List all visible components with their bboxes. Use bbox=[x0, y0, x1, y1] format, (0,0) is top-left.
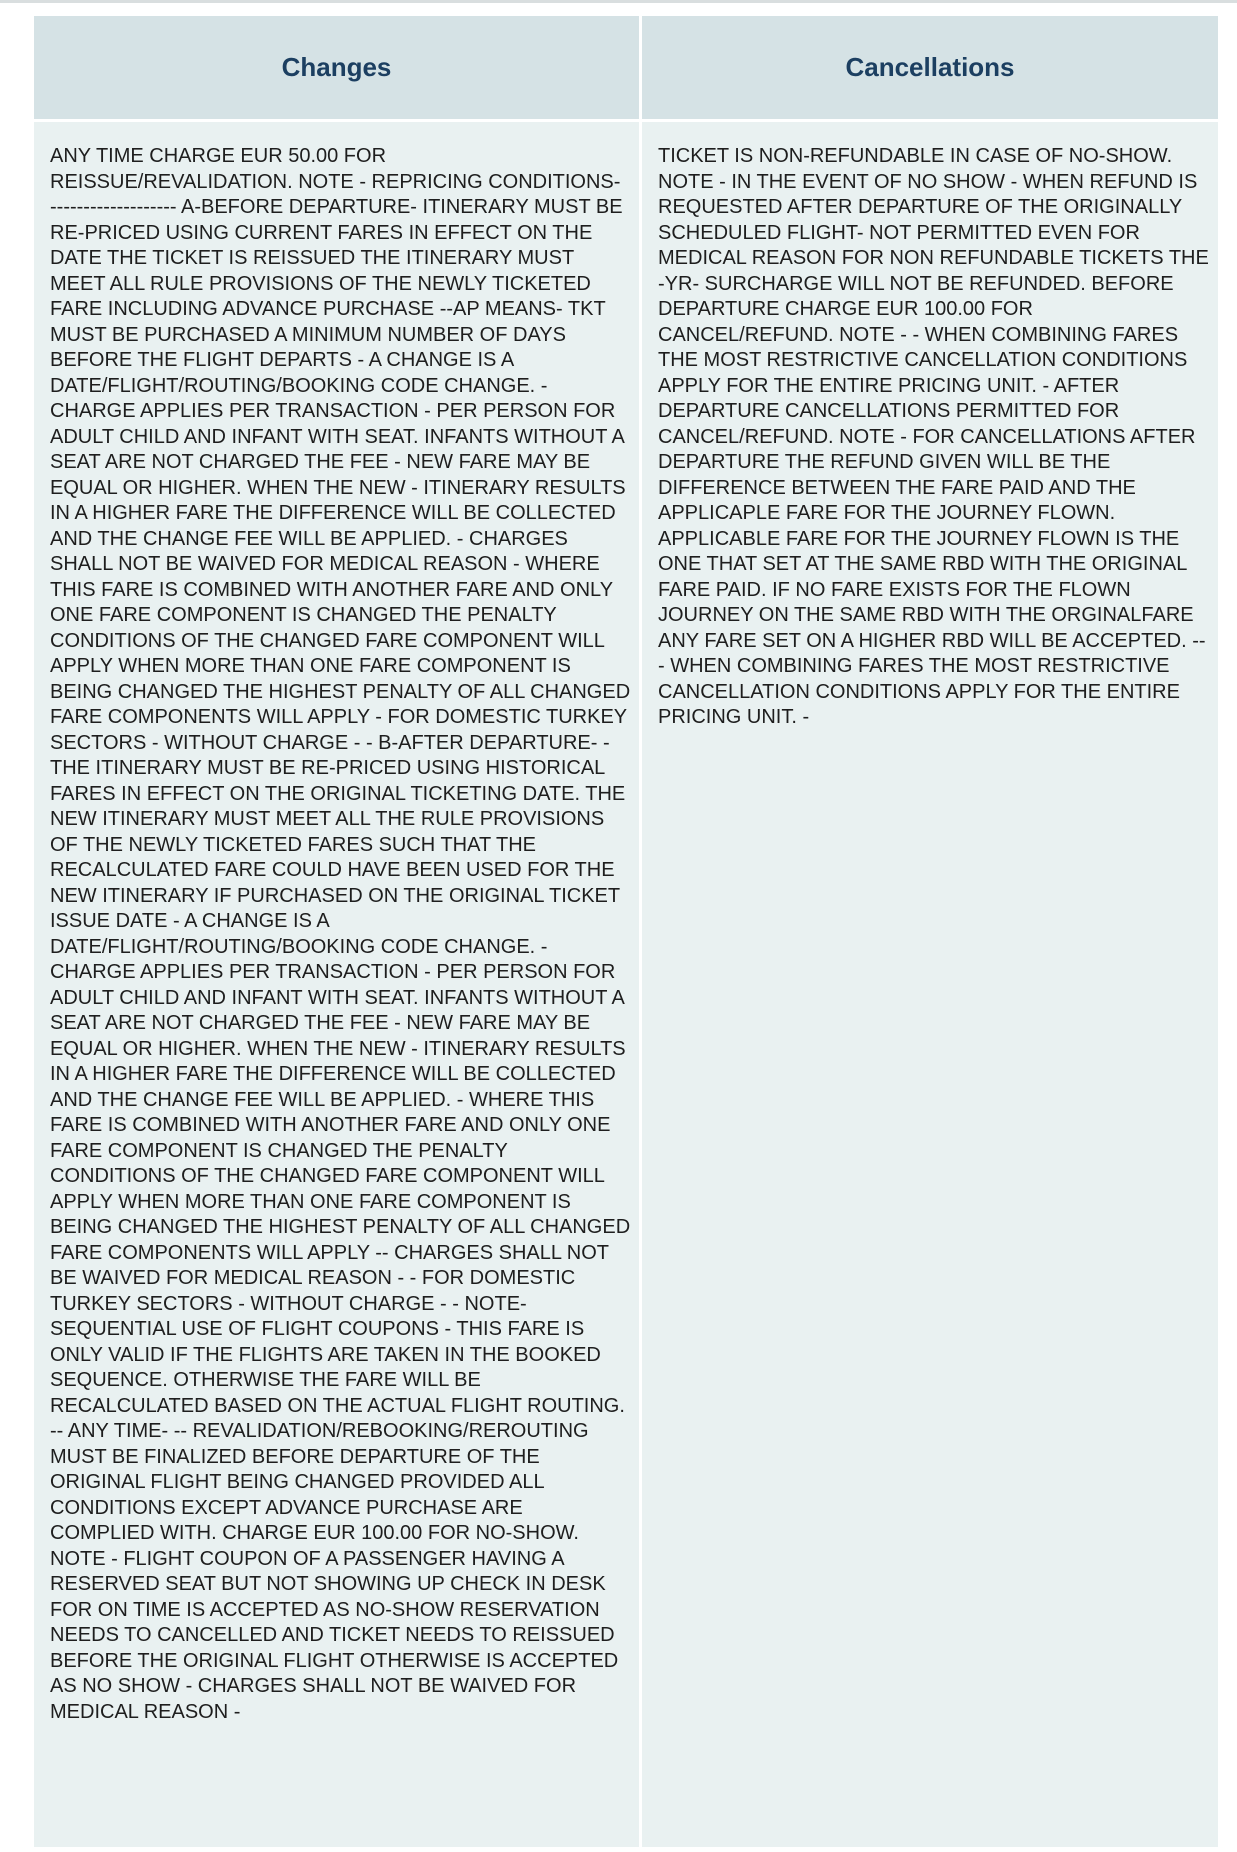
top-divider bbox=[0, 0, 1237, 3]
changes-rules-cell bbox=[34, 122, 639, 1847]
column-header-changes bbox=[34, 16, 639, 119]
column-header-changes-label: Changes bbox=[281, 52, 392, 82]
cancellations-rules-cell bbox=[642, 122, 1218, 1847]
column-header-cancellations-label: Cancellations bbox=[845, 52, 1015, 82]
cancellations-rules-text: TICKET IS NON-REFUNDABLE IN CASE OF NO-SHOW. NOTE - IN THE EVENT OF NO SHOW - WHEN REFUND IS REQUESTED AFTER DEPARTURE OF THE ORIGINALLY SCHEDULED FLIGHT- NOT PERMITTED EVEN FOR MEDICAL REASON FOR NON REFUNDABLE TICKETS THE -YR- SURCHARGE WILL NOT BE REFUNDED. BEFORE DEPARTURE CHARGE EUR 100.00 FOR CANCEL/REFUND. NOTE - - WHEN COMBINING FARES THE MOST RESTRICTIVE CANCELLATION CONDITIONS APPLY FOR THE ENTIRE PRICING UNIT. - AFTER DEPARTURE CANCELLATIONS PERMITTED FOR CANCEL/REFUND. NOTE - FOR CANCELLATIONS AFTER DEPARTURE THE REFUND GIVEN WILL BE THE DIFFERENCE BETWEEN THE FARE PAID AND THE APPLICAPLE FARE FOR THE JOURNEY FLOWN. APPLICABLE FARE FOR THE JOURNEY FLOWN IS THE ONE THAT SET AT THE SAME RBD WITH THE ORIGINAL FARE PAID. IF NO FARE EXISTS FOR THE FLOWN JOURNEY ON THE SAME RBD WITH THE ORGINALFARE ANY FARE SET ON A HIGHER RBD WILL BE ACCEPTED. -- - WHEN COMBINING FARES THE MOST RESTRICTIVE CANCELLATION CONDITIONS APPLY FOR THE ENTIRE PRICING UNIT. - bbox=[658, 145, 1209, 728]
changes-rules-text: ANY TIME CHARGE EUR 50.00 FOR REISSUE/REVALIDATION. NOTE - REPRICING CONDITIONS- ------------------- A-BEFORE DEPARTURE- ITINERARY MUST BE RE-PRICED USING CURRENT FARES IN EFFECT ON THE DATE THE TICKET IS REISSUED THE ITINERARY MUST MEET ALL RULE PROVISIONS OF THE NEWLY TICKETED FARE INCLUDING ADVANCE PURCHASE --AP MEANS- TKT MUST BE PURCHASED A MINIMUM NUMBER OF DAYS BEFORE THE FLIGHT DEPARTS - A CHANGE IS A DATE/FLIGHT/ROUTING/BOOKING CODE CHANGE. - CHARGE APPLIES PER TRANSACTION - PER PERSON FOR ADULT CHILD AND INFANT WITH SEAT. INFANTS WITHOUT A SEAT ARE NOT CHARGED THE FEE - NEW FARE MAY BE EQUAL OR HIGHER. WHEN THE NEW - ITINERARY RESULTS IN A HIGHER FARE THE DIFFERENCE WILL BE COLLECTED AND THE CHANGE FEE WILL BE APPLIED. - CHARGES SHALL NOT BE WAIVED FOR MEDICAL REASON - WHERE THIS FARE IS COMBINED WITH ANOTHER FARE AND ONLY ONE FARE COMPONENT IS CHANGED THE PENALTY CONDITIONS OF THE CHANGED FARE COMPONENT WILL APPLY WHEN MORE THAN ONE FARE COMPONENT IS BEING CHANGED THE HIGHEST PENALTY OF ALL CHANGED FARE COMPONENTS WILL APPLY - FOR DOMESTIC TURKEY SECTORS - WITHOUT CHARGE - - B-AFTER DEPARTURE- - THE ITINERARY MUST BE RE-PRICED USING HISTORICAL FARES IN EFFECT ON THE ORIGINAL TICKETING DATE. THE NEW ITINERARY MUST MEET ALL THE RULE PROVISIONS OF THE NEWLY TICKETED FARES SUCH THAT THE RECALCULATED FARE COULD HAVE BEEN USED FOR THE NEW ITINERARY IF PURCHASED ON THE ORIGINAL TICKET ISSUE DATE - A CHANGE IS A DATE/FLIGHT/ROUTING/BOOKING CODE CHANGE. - CHARGE APPLIES PER TRANSACTION - PER PERSON FOR ADULT CHILD AND INFANT WITH SEAT. INFANTS WITHOUT A SEAT ARE NOT CHARGED THE FEE - NEW FARE MAY BE EQUAL OR HIGHER. WHEN THE NEW - ITINERARY RESULTS IN A HIGHER FARE THE DIFFERENCE WILL BE COLLECTED AND THE CHANGE FEE WILL BE APPLIED. - WHERE THIS FARE IS COMBINED WITH ANOTHER FARE AND ONLY ONE FARE COMPONENT IS CHANGED THE PENALTY CONDITIONS OF THE CHANGED FARE COMPONENT WILL APPLY WHEN MORE THAN ONE FARE COMPONENT IS BEING CHANGED THE HIGHEST PENALTY OF ALL CHANGED FARE COMPONENTS WILL APPLY -- CHARGES SHALL NOT BE WAIVED FOR MEDICAL REASON - - FOR DOMESTIC TURKEY SECTORS - WITHOUT CHARGE - - NOTE- SEQUENTIAL USE OF FLIGHT COUPONS - THIS FARE IS ONLY VALID IF THE FLIGHTS ARE TAKEN IN THE BOOKED SEQUENCE. OTHERWISE THE FARE WILL BE RECALCULATED BASED ON THE ACTUAL FLIGHT ROUTING. -- ANY TIME- -- REVALIDATION/REBOOKING/REROUTING MUST BE FINALIZED BEFORE DEPARTURE OF THE ORIGINAL FLIGHT BEING CHANGED PROVIDED ALL CONDITIONS EXCEPT ADVANCE PURCHASE ARE COMPLIED WITH. CHARGE EUR 100.00 FOR NO-SHOW. NOTE - FLIGHT COUPON OF A PASSENGER HAVING A RESERVED SEAT BUT NOT SHOWING UP CHECK IN DESK FOR ON TIME IS ACCEPTED AS NO-SHOW RESERVATION NEEDS TO CANCELLED AND TICKET NEEDS TO REISSUED BEFORE THE ORIGINAL FLIGHT OTHERWISE IS ACCEPTED AS NO SHOW - CHARGES SHALL NOT BE WAIVED FOR MEDICAL REASON - bbox=[50, 145, 631, 1723]
column-header-cancellations bbox=[642, 16, 1218, 119]
fare-rules-table bbox=[34, 16, 1218, 1847]
